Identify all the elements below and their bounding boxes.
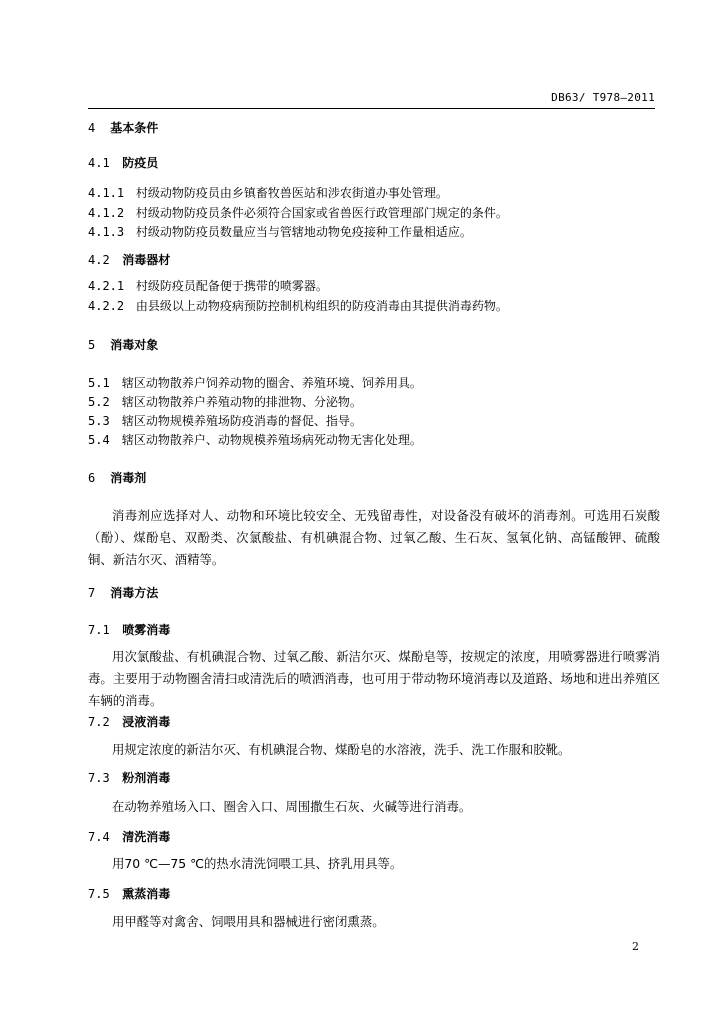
clause-text: 辖区动物散养户饲养动物的圈舍、养殖环境、饲养用具。 [121,376,422,390]
section-number: 7.4 [88,830,110,844]
section-number: 7 [88,586,96,600]
clause-4-1-3 [88,224,660,240]
clause-number: 4.1.1 [88,186,125,200]
section-7-2-paragraph: 用规定浓度的新洁尔灭、有机碘混合物、煤酚皂的水溶液，洗手、洗工作服和胶靴。 [112,742,571,757]
section-number: 7.2 [88,715,110,729]
clause-4-2-1 [88,278,660,294]
clause-text: 由县级以上动物疫病预防控制机构组织的防疫消毒由其提供消毒药物。 [135,299,508,313]
clause-number: 4.2.1 [88,279,125,293]
section-number: 7.3 [88,771,110,785]
section-6-heading [88,470,660,486]
section-title: 喷雾消毒 [122,623,171,637]
section-title: 粉剂消毒 [122,771,171,785]
section-number: 6 [88,471,96,485]
section-number: 4.2 [88,253,110,267]
clause-5-3 [88,413,660,429]
section-title: 消毒对象 [110,338,159,352]
section-5-heading [88,337,660,353]
section-title: 消毒方法 [110,586,159,600]
section-6-paragraph: 消毒剂应选择对人、动物和环境比较安全、无残留毒性，对设备没有破坏的消毒剂。可选用石炭酸（酚）、煤酚皂、双酚类、次氯酸盐、有机碘混合物、过氧乙酸、生石灰、氢氧化钠、高锰酸钾、硫酸铜、新洁尔灭、酒精等。 [88,508,660,567]
clause-text: 村级动物防疫员条件必须符合国家或省兽医行政管理部门规定的条件。 [135,206,508,220]
clause-text: 村级动物防疫员由乡镇畜牧兽医站和涉农街道办事处管理。 [135,186,448,200]
clause-number: 4.2.2 [88,299,125,313]
section-7-5-paragraph: 用甲醛等对禽舍、饲喂用具和器械进行密闭熏蒸。 [112,914,385,929]
clause-number: 4.1.2 [88,206,125,220]
clause-text: 辖区动物规模养殖场防疫消毒的督促、指导。 [121,414,362,428]
clause-number: 5.3 [88,414,110,428]
section-number: 4.1 [88,156,110,170]
clause-text: 辖区动物散养户养殖动物的排泄物、分泌物。 [121,395,362,409]
section-7-5-heading [88,886,660,902]
clause-text: 村级动物防疫员数量应当与管辖地动物免疫接种工作量相适应。 [135,225,472,239]
clause-5-2 [88,394,660,410]
section-7-3-heading [88,770,660,786]
section-title: 清洗消毒 [122,830,171,844]
header-rule [88,108,655,109]
section-7-1-paragraph: 用次氯酸盐、有机碘混合物、过氧乙酸、新洁尔灭、煤酚皂等，按规定的浓度，用喷雾器进行喷雾消毒。主要用于动物圈舍清扫或清洗后的喷洒消毒，也可用于带动物环境消毒以及道路、场地和进出养殖区车辆的消毒。 [88,649,660,708]
clause-number: 5.1 [88,376,110,390]
section-title: 防疫员 [122,156,159,170]
section-7-2-heading [88,714,660,730]
section-number: 7.5 [88,887,110,901]
page-number: 2 [632,940,639,953]
clause-5-4 [88,432,660,448]
section-number: 5 [88,338,96,352]
section-4-heading [88,120,660,136]
section-title: 消毒剂 [110,471,147,485]
clause-number: 5.4 [88,433,110,447]
section-7-heading [88,585,660,601]
section-7-4-heading [88,829,660,845]
section-number: 4 [88,121,96,135]
section-title: 消毒器材 [122,253,171,267]
clause-number: 4.1.3 [88,225,125,239]
document-code: DB63/ T978—2011 [551,91,655,104]
clause-4-1-1 [88,185,660,201]
clause-4-1-2 [88,205,660,221]
clause-4-2-2 [88,298,660,314]
section-7-1-heading [88,622,660,638]
section-title: 浸液消毒 [122,715,171,729]
section-4-2-heading [88,252,660,268]
clause-5-1 [88,375,660,391]
section-title: 基本条件 [110,121,159,135]
section-title: 熏蒸消毒 [122,887,171,901]
clause-text: 辖区动物散养户、动物规模养殖场病死动物无害化处理。 [121,433,422,447]
section-7-3-paragraph: 在动物养殖场入口、圈舍入口、周围撒生石灰、火碱等进行消毒。 [112,799,472,814]
clause-number: 5.2 [88,395,110,409]
section-7-4-paragraph: 用70 ℃—75 ℃的热水清洗饲喂工具、挤乳用具等。 [112,856,403,871]
section-4-1-heading [88,155,660,171]
section-number: 7.1 [88,623,110,637]
clause-text: 村级防疫员配备便于携带的喷雾器。 [135,279,328,293]
